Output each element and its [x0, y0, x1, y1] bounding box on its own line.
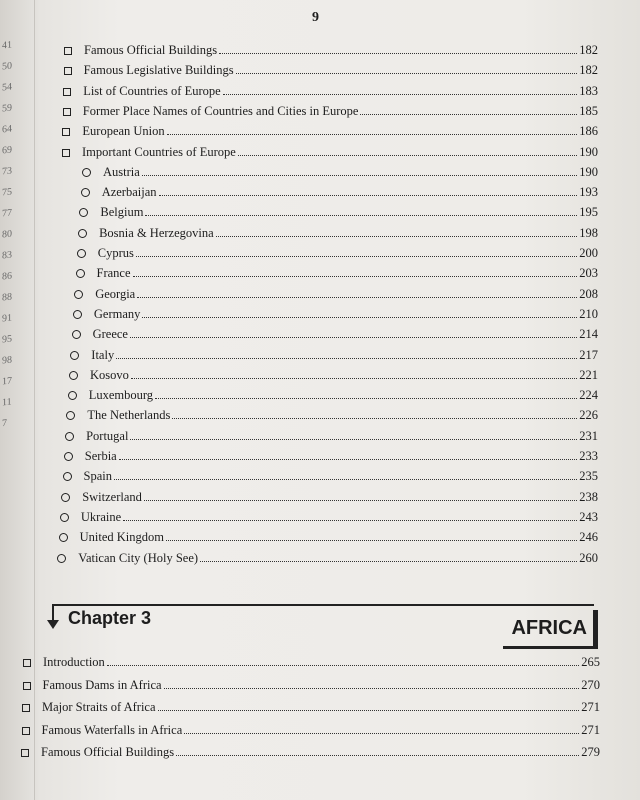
toc-entry-label: Famous Official Buildings	[41, 745, 175, 759]
dot-leader	[136, 256, 577, 257]
toc-entry-label: Italy	[91, 347, 115, 362]
toc-entry-label: Kosovo	[90, 367, 129, 382]
dot-leader	[114, 479, 577, 480]
toc-entry-label: Vatican City (Holy See)	[78, 550, 199, 565]
dot-leader	[219, 53, 577, 54]
dot-leader	[137, 297, 577, 298]
toc-entry	[22, 718, 601, 738]
toc-entry-label: Major Straits of Africa	[42, 700, 156, 714]
toc-entry-page: 190	[579, 144, 598, 159]
dot-leader	[133, 276, 578, 277]
square-bullet-icon	[22, 727, 30, 735]
edge-page-number: 75	[2, 186, 12, 199]
toc-entry-page: 235	[579, 469, 598, 484]
toc-entry	[21, 740, 600, 760]
dot-leader	[155, 398, 577, 399]
chapter-rule	[54, 604, 594, 606]
toc-entry-page: 193	[579, 185, 598, 200]
toc-entry-page: 271	[581, 722, 600, 737]
square-bullet-icon	[63, 88, 71, 96]
circle-bullet-icon	[57, 554, 66, 563]
toc-entry-page: 265	[581, 655, 600, 669]
toc-entry-page: 198	[579, 225, 598, 240]
toc-entry	[22, 695, 600, 715]
toc-entry-page: 233	[579, 449, 598, 463]
toc-entry	[82, 160, 598, 180]
toc-entry-label: Belgium	[100, 205, 144, 220]
edge-page-number: 88	[2, 291, 12, 304]
toc-entry-label: Luxembourg	[88, 388, 154, 403]
edge-page-number: 98	[2, 354, 12, 367]
toc-entry-page: 279	[581, 745, 600, 759]
toc-entry	[23, 650, 600, 670]
circle-bullet-icon	[74, 290, 83, 299]
edge-page-number: 50	[2, 60, 12, 73]
toc-entry-label: Famous Official Buildings	[84, 43, 218, 57]
edge-page-number: 11	[2, 396, 12, 409]
dot-leader	[142, 175, 577, 176]
toc-entry-label: Spain	[83, 469, 112, 484]
chapter-title: Chapter 3	[68, 608, 152, 628]
toc-entry-page: 183	[579, 83, 598, 98]
toc-entry-label: Austria	[103, 164, 140, 179]
edge-page-number: 54	[2, 81, 12, 94]
toc-entry-label: Famous Waterfalls in Africa	[41, 722, 183, 737]
dot-leader	[200, 561, 577, 562]
toc-entry	[64, 38, 598, 58]
toc-entry	[77, 241, 598, 261]
toc-entry	[72, 322, 598, 342]
circle-bullet-icon	[81, 188, 90, 197]
edge-page-number: 59	[2, 102, 12, 115]
toc-entry-page: 260	[579, 550, 598, 565]
dot-leader	[184, 733, 579, 734]
toc-entry	[23, 673, 601, 693]
dot-leader	[123, 520, 577, 521]
chapter-region-label: AFRICA	[503, 610, 598, 649]
toc-entry	[64, 58, 598, 78]
toc-entry-label: Introduction	[43, 655, 105, 669]
toc-entry	[70, 343, 598, 363]
toc-entry	[64, 444, 598, 464]
edge-page-number: 41	[2, 39, 12, 52]
arrow-down-icon	[47, 620, 59, 629]
edge-page-number: 83	[2, 249, 12, 262]
toc-entry	[81, 180, 598, 200]
dot-leader	[159, 195, 578, 196]
circle-bullet-icon	[65, 432, 74, 441]
toc-entry	[66, 403, 598, 423]
edge-page-number: 95	[2, 333, 12, 346]
edge-page-number: 86	[2, 270, 12, 283]
edge-page-number: 69	[2, 144, 12, 157]
edge-page-number: 80	[2, 228, 12, 241]
toc-entry	[63, 464, 599, 484]
toc-entry	[62, 119, 598, 139]
toc-entry	[61, 485, 598, 505]
toc-entry	[79, 200, 598, 220]
circle-bullet-icon	[78, 229, 87, 238]
square-bullet-icon	[21, 749, 29, 757]
dot-leader	[119, 459, 578, 460]
toc-entry	[68, 383, 598, 403]
toc-entry-label: Serbia	[84, 449, 117, 463]
toc-entry	[60, 505, 598, 525]
dot-leader	[130, 337, 577, 338]
circle-bullet-icon	[66, 411, 75, 420]
dot-leader	[164, 688, 580, 689]
chapter-header	[46, 604, 598, 648]
toc-entry-page: 203	[579, 266, 598, 281]
square-bullet-icon	[62, 149, 70, 157]
dot-leader	[238, 155, 577, 156]
toc-entry-page: 195	[579, 205, 598, 220]
square-bullet-icon	[64, 67, 72, 75]
edge-page-number: 91	[2, 312, 12, 325]
toc-entry-page: 182	[579, 43, 598, 57]
toc-entry	[62, 140, 598, 160]
toc-entry-page: 182	[579, 63, 598, 78]
toc-entry-label: Greece	[92, 327, 128, 342]
circle-bullet-icon	[68, 391, 77, 400]
toc-entry	[57, 546, 598, 566]
dot-leader	[223, 94, 578, 95]
square-bullet-icon	[23, 682, 31, 690]
circle-bullet-icon	[77, 249, 86, 258]
toc-entry-label: Former Place Names of Countries and Cities in Europe	[82, 103, 359, 118]
toc-entry	[74, 282, 598, 302]
toc-entry-page: 210	[579, 306, 598, 321]
circle-bullet-icon	[72, 330, 81, 339]
edge-page-number: 7	[2, 417, 7, 430]
edge-page-number: 73	[2, 165, 12, 178]
toc-entry-label: European Union	[82, 124, 165, 139]
dot-leader	[144, 500, 577, 501]
toc-entry-page: 208	[579, 286, 598, 301]
dot-leader	[131, 378, 577, 379]
toc-entry-label: Ukraine	[80, 509, 122, 524]
toc-entry	[63, 79, 598, 99]
circle-bullet-icon	[73, 310, 82, 319]
circle-bullet-icon	[69, 371, 78, 380]
circle-bullet-icon	[64, 452, 73, 461]
toc-entry-page: 226	[579, 408, 598, 423]
square-bullet-icon	[63, 108, 71, 116]
toc-entry	[69, 363, 598, 383]
circle-bullet-icon	[82, 168, 91, 177]
circle-bullet-icon	[70, 351, 79, 360]
toc-entry-label: The Netherlands	[87, 408, 171, 423]
circle-bullet-icon	[76, 269, 85, 278]
square-bullet-icon	[62, 128, 70, 136]
dot-leader	[360, 114, 577, 115]
toc-entry	[78, 221, 598, 241]
circle-bullet-icon	[79, 208, 88, 217]
toc-entry-page: 238	[579, 489, 598, 504]
toc-entry-page: 224	[579, 388, 598, 403]
dot-leader	[130, 439, 577, 440]
toc-entry-label: Bosnia & Herzegovina	[99, 225, 214, 240]
toc-entry-page: 190	[579, 164, 598, 179]
dot-leader	[158, 710, 580, 711]
toc-entry-label: Germany	[93, 306, 141, 321]
toc-entry-page: 270	[581, 677, 600, 692]
circle-bullet-icon	[63, 472, 72, 481]
toc-entry-label: Famous Legislative Buildings	[83, 63, 234, 78]
toc-entry-page: 186	[579, 124, 598, 139]
toc-entry-label: Famous Dams in Africa	[42, 677, 162, 692]
dot-leader	[107, 665, 579, 666]
dot-leader	[142, 317, 577, 318]
circle-bullet-icon	[61, 493, 70, 502]
toc-entry-label: Important Countries of Europe	[82, 144, 236, 159]
edge-page-number: 17	[2, 375, 12, 388]
square-bullet-icon	[23, 659, 31, 667]
toc-entry-label: Portugal	[86, 428, 129, 443]
toc-entry-page: 214	[579, 327, 598, 342]
toc-entry-label: List of Countries of Europe	[83, 83, 221, 98]
edge-page-number: 64	[2, 123, 12, 136]
toc-entry-label: Cyprus	[97, 246, 134, 260]
square-bullet-icon	[22, 704, 30, 712]
dot-leader	[116, 358, 577, 359]
toc-entry-label: Georgia	[95, 286, 136, 301]
toc-entry-page: 271	[581, 700, 600, 714]
dot-leader	[166, 540, 577, 541]
dot-leader	[172, 418, 577, 419]
toc-entry-page: 185	[579, 103, 598, 118]
toc-entry	[63, 99, 598, 119]
toc-entry-page: 243	[579, 509, 598, 524]
dot-leader	[216, 236, 578, 237]
toc-entry-page: 221	[579, 367, 598, 382]
toc-entry-page: 246	[579, 530, 598, 545]
toc-entry-page: 231	[579, 428, 598, 443]
toc-entry-label: France	[96, 266, 131, 281]
toc-entry-label: Azerbaijan	[101, 185, 157, 200]
toc-entry-label: United Kingdom	[79, 530, 164, 545]
square-bullet-icon	[64, 47, 72, 55]
toc-entry-label: Switzerland	[82, 489, 142, 504]
circle-bullet-icon	[59, 533, 68, 542]
toc-entry	[65, 424, 598, 444]
page-number: 9	[312, 10, 319, 25]
toc-entry	[76, 261, 599, 281]
circle-bullet-icon	[60, 513, 69, 522]
dot-leader	[167, 134, 578, 135]
toc-entry-page: 200	[579, 246, 598, 260]
toc-entry-page: 217	[579, 347, 598, 362]
dot-leader	[145, 215, 577, 216]
toc-entry	[59, 525, 598, 545]
edge-page-number: 77	[2, 207, 12, 220]
dot-leader	[236, 73, 578, 74]
dot-leader	[176, 755, 579, 756]
toc-entry	[73, 302, 598, 322]
